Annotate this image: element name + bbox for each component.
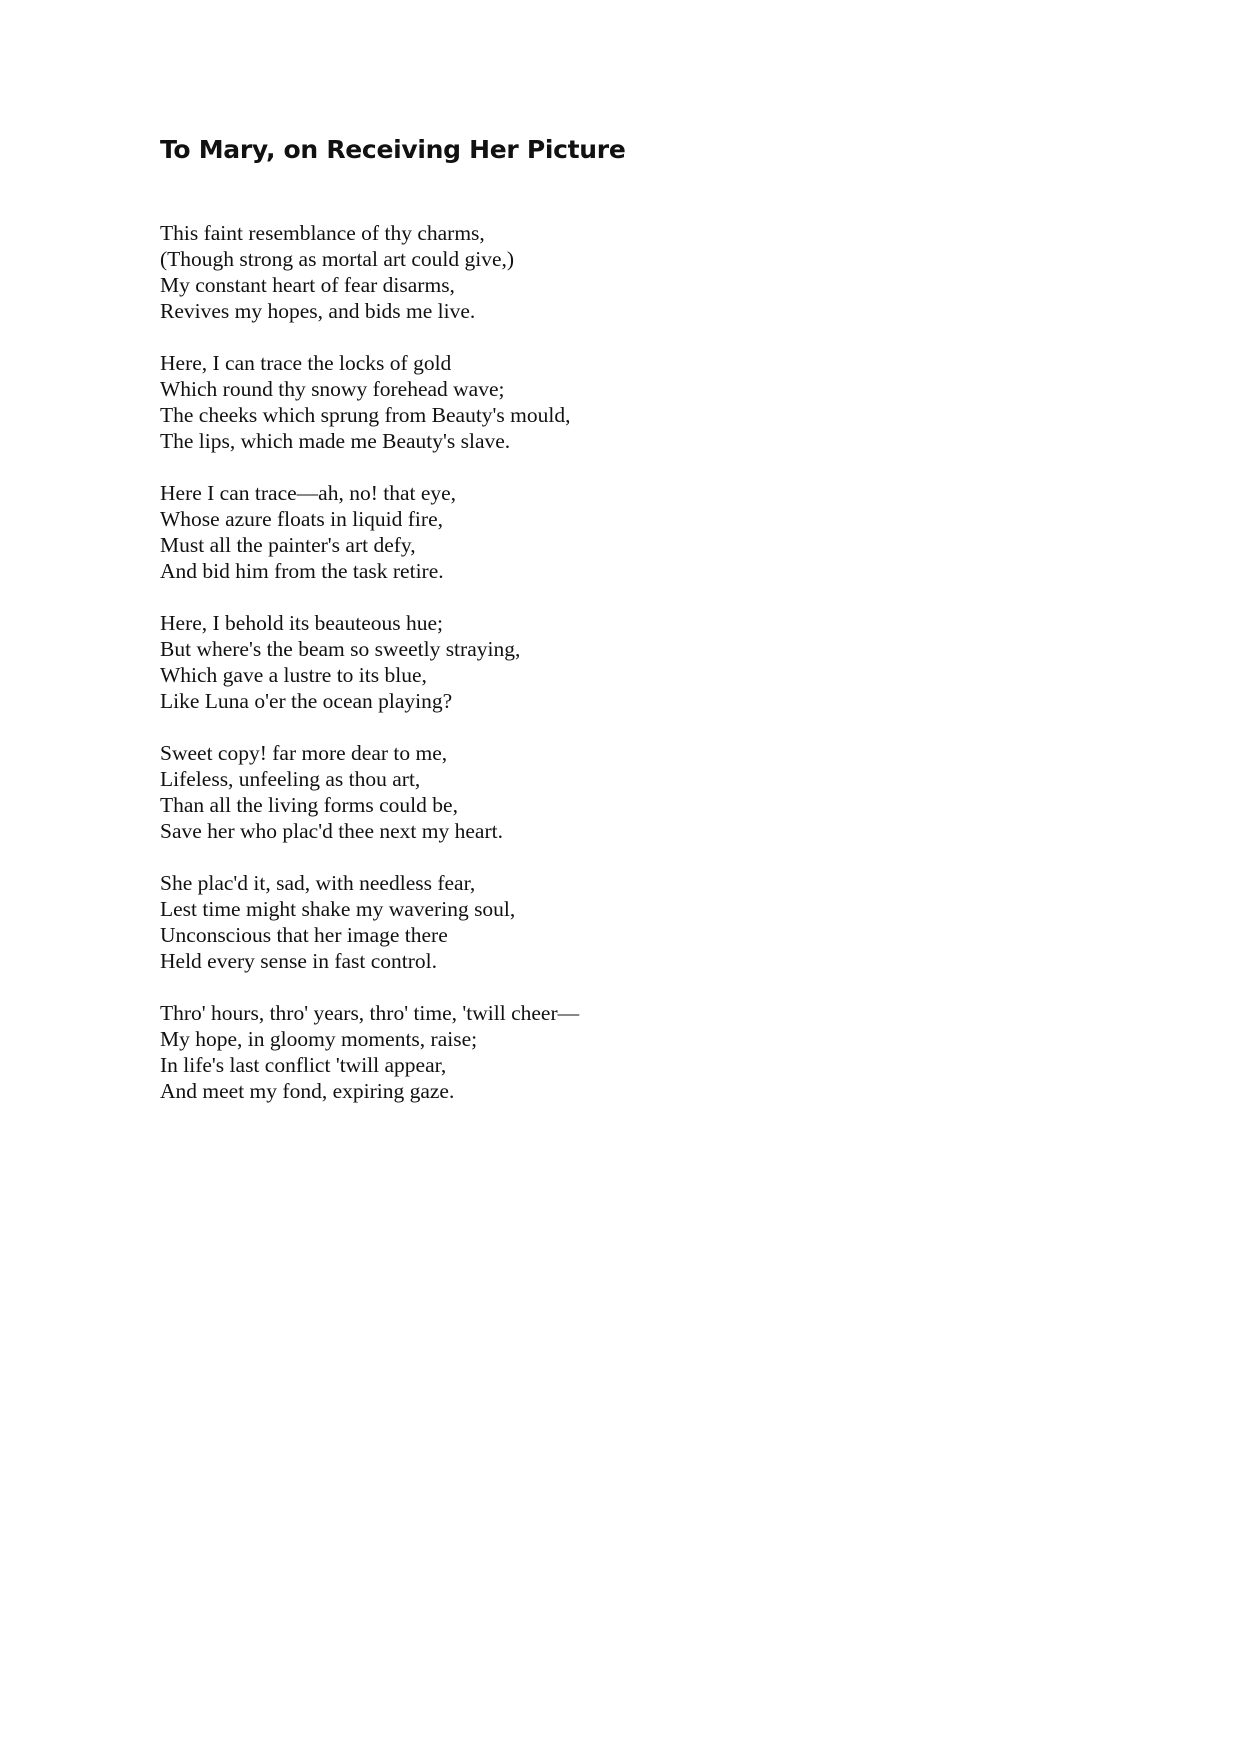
- poem-line: Which round thy snowy forehead wave;: [160, 377, 505, 401]
- poem-line: Sweet copy! far more dear to me,: [160, 741, 448, 765]
- poem-line: Here I can trace—ah, no! that eye,: [160, 481, 457, 505]
- poem-line: And bid him from the task retire.: [160, 559, 444, 583]
- poem-line: My constant heart of fear disarms,: [160, 273, 455, 297]
- stanza-2: [160, 350, 579, 454]
- poem-line: Lest time might shake my wavering soul,: [160, 897, 516, 921]
- stanza-5: [160, 740, 579, 844]
- stanza-7: [160, 1000, 579, 1104]
- stanza-1: [160, 220, 579, 324]
- poem-line: But where's the beam so sweetly straying,: [160, 637, 521, 661]
- poem-line: The cheeks which sprung from Beauty's mould,: [160, 403, 571, 427]
- poem-line: She plac'd it, sad, with needless fear,: [160, 871, 476, 895]
- poem-line: In life's last conflict 'twill appear,: [160, 1053, 447, 1077]
- poem-line: Must all the painter's art defy,: [160, 533, 416, 557]
- poem-line: And meet my fond, expiring gaze.: [160, 1079, 455, 1103]
- poem-body: [160, 220, 579, 1130]
- poem-line: Here, I can trace the locks of gold: [160, 351, 452, 375]
- stanza-3: [160, 480, 579, 584]
- poem-line: Which gave a lustre to its blue,: [160, 663, 427, 687]
- poem-line: The lips, which made me Beauty's slave.: [160, 429, 511, 453]
- poem-line: Held every sense in fast control.: [160, 949, 438, 973]
- poem-line: Here, I behold its beauteous hue;: [160, 611, 443, 635]
- poem-line: My hope, in gloomy moments, raise;: [160, 1027, 478, 1051]
- poem-line: Thro' hours, thro' years, thro' time, 'twill cheer—: [160, 1001, 580, 1025]
- poem-line: Like Luna o'er the ocean playing?: [160, 689, 453, 713]
- poem-line: (Though strong as mortal art could give,): [160, 247, 515, 271]
- poem-line: Unconscious that her image there: [160, 923, 448, 947]
- poem-line: Than all the living forms could be,: [160, 793, 458, 817]
- poem-line: Save her who plac'd thee next my heart.: [160, 819, 503, 843]
- stanza-4: [160, 610, 579, 714]
- poem-line: This faint resemblance of thy charms,: [160, 221, 485, 245]
- poem-line: Whose azure floats in liquid fire,: [160, 507, 443, 531]
- poem-line: Lifeless, unfeeling as thou art,: [160, 767, 421, 791]
- poem-line: Revives my hopes, and bids me live.: [160, 299, 476, 323]
- poem-title: To Mary, on Receiving Her Picture: [160, 135, 626, 164]
- stanza-6: [160, 870, 579, 974]
